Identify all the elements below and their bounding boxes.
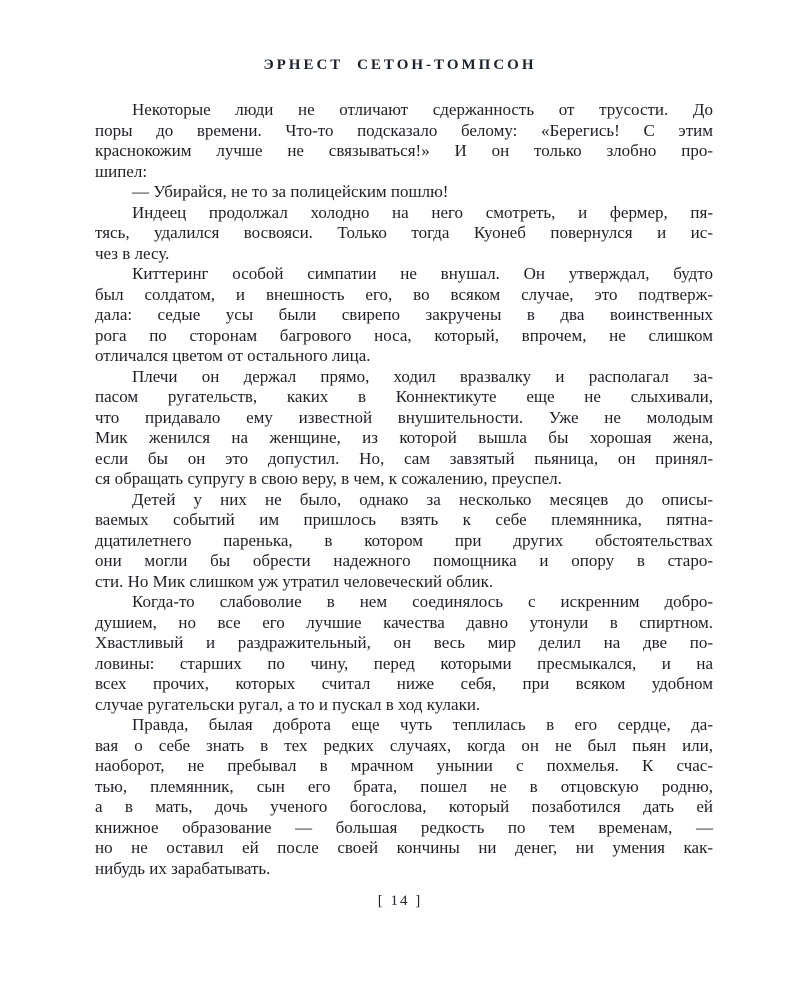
text-line: тью, племянник, сын его брата, пошел не в отцовскую родню,	[95, 776, 713, 796]
text-line: вая о себе знать в тех редких случаях, когда он не был пьян или,	[95, 735, 713, 755]
text-line: книжное образование — большая редкость по тем временам, —	[95, 817, 713, 837]
text-line: дала: седые усы были свирепо закручены в два воинственных	[95, 305, 713, 324]
text-line: всех прочих, которых считал ниже себя, при всяком удобном	[95, 674, 713, 693]
text-line: ваемых событий им пришлось взять к себе племянника, пятна-	[95, 510, 713, 529]
page-number: [ 14 ]	[377, 893, 423, 909]
text-line: а в мать, дочь ученого богослова, который позаботился дать ей	[95, 797, 713, 816]
paragraph	[95, 592, 713, 715]
text-line: пасом ругательств, каких в Коннектикуте еще не слыхивали,	[95, 387, 713, 406]
text-line: Правда, былая доброта еще чуть теплилась в его сердце, да-	[132, 715, 713, 734]
paragraph	[95, 715, 713, 879]
text-line: Хвастливый и раздражительный, он весь мир делил на две по-	[95, 633, 713, 652]
text-line: отличался цветом от остального лица.	[95, 346, 371, 365]
text-line: поры до времени. Что-то подсказало белому: «Берегись! С этим	[95, 120, 713, 140]
text-line: Детей у них не было, однако за несколько месяцев до описы-	[132, 489, 713, 509]
paragraph	[95, 100, 713, 182]
text-line: что придавало ему известной внушительности. Уже не молодым	[95, 407, 713, 427]
text-line: рога по сторонам багрового носа, который, впрочем, не слишком	[95, 325, 713, 345]
running-header: ЭРНЕСТ СЕТОН-ТОМПСОН	[263, 57, 537, 73]
text-line: если бы он это допустил. Но, сам завзятый пьяница, он принял-	[95, 448, 713, 468]
text-line: тясь, удалился восвояси. Только тогда Куонеб повернулся и ис-	[95, 223, 713, 242]
text-line: душием, но все его лучшие качества давно утонули в спиртном.	[95, 612, 713, 632]
text-line: Плечи он держал прямо, ходил вразвалку и располагал за-	[132, 366, 713, 386]
paragraph	[95, 264, 713, 367]
text-line: Когда-то слабоволие в нем соединялось с искренним добро-	[132, 592, 713, 611]
paragraph	[95, 367, 713, 490]
text-line: Индеец продолжал холодно на него смотреть, и фермер, пя-	[132, 202, 713, 222]
text-line: случае ругательски ругал, а то и пускал в ход кулаки.	[95, 694, 481, 714]
text-line: Некоторые люди не отличают сдержанность от трусости. До	[132, 100, 713, 119]
text-line: сти. Но Мик слишком уж утратил человеческий облик.	[95, 571, 494, 591]
text-line: дцатилетнего паренька, в котором при других обстоятельствах	[95, 530, 713, 550]
text-line: краснокожим лучше не связываться!» И он только злобно про-	[95, 141, 713, 160]
text-line: ловины: старших по чину, перед которыми пресмыкался, и на	[95, 653, 713, 673]
text-line: чез в лесу.	[95, 243, 170, 263]
text-line: шипел:	[95, 161, 148, 181]
text-line: Мик женился на женщине, из которой вышла бы хорошая жена,	[95, 428, 713, 447]
text-line: они могли бы обрести надежного помощника и опору в старо-	[95, 551, 713, 570]
text-line: — Убирайся, не то за полицейским пошлю!	[132, 182, 449, 201]
text-line: но не оставил ей после своей кончины ни денег, ни умения как-	[95, 838, 713, 857]
text-line: наоборот, не пребывал в мрачном унынии с похмелья. К счас-	[95, 756, 713, 775]
text-line: ся обращать супругу в свою веру, в чем, к сожалению, преуспел.	[95, 469, 562, 488]
text-block	[95, 100, 713, 879]
paragraph	[95, 203, 713, 265]
text-line: Киттеринг особой симпатии не внушал. Он утверждал, будто	[132, 264, 713, 283]
paragraph	[95, 182, 713, 203]
paragraph	[95, 490, 713, 593]
text-line: нибудь их зарабатывать.	[95, 858, 271, 878]
text-line: был солдатом, и внешность его, во всяком случае, это подтверж-	[95, 284, 713, 304]
